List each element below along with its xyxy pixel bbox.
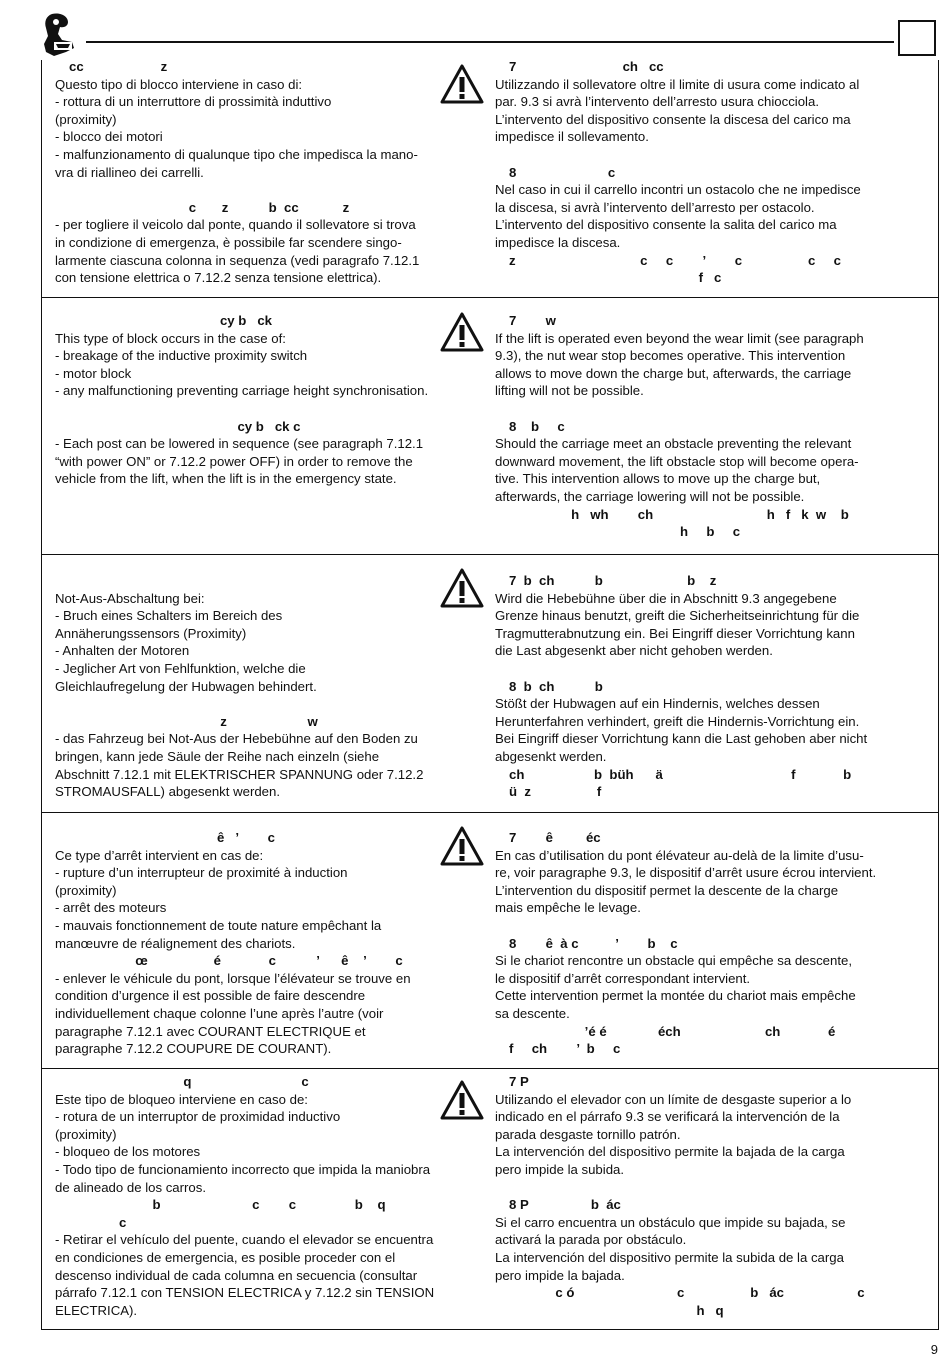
section-heading: 8 b ch b xyxy=(509,678,603,694)
text-line: de alineado de los carros. xyxy=(55,1179,207,1195)
text-line: individuellement chaque colonne l’une après l’autre (voir xyxy=(55,1005,384,1021)
header-box xyxy=(898,20,936,56)
blank-line xyxy=(55,572,483,590)
text-line: downward movement, the lift obstacle stop will become opera- xyxy=(495,453,859,469)
text-line: Herunterfahren verhindert, greift die Hindernis-Vorrichtung ein. xyxy=(495,713,860,729)
text-line: con tensione elettrica o 7.12.2 senza tensione elettrica). xyxy=(55,270,382,286)
text-line: impedisce la discesa. xyxy=(495,234,621,250)
text-line: descenso individual de cada columna en secuencia (consultar xyxy=(55,1267,418,1283)
text-line: larmente ciascuna colonna in sequenza (vedi paragrafo 7.12.1 xyxy=(55,252,420,268)
section-italian-right xyxy=(495,58,925,287)
text-line: (proximity) xyxy=(55,882,117,898)
section-heading: 7 P xyxy=(509,1074,529,1089)
text-line: re, voir paragraphe 9.3, le dispositif d’arrêt usure écrou intervient. xyxy=(495,865,877,881)
section-heading: cy b ck xyxy=(219,313,273,328)
text-line: Abschnitt 7.12.1 mit ELEKTRISCHER SPANNUNG oder 7.12.2 xyxy=(55,766,424,782)
section-heading: 8 ê à c ’ b c xyxy=(509,935,678,951)
text-line: Cette intervention permet la montée du chariot mais empêche xyxy=(495,988,856,1004)
section-heading: f c xyxy=(698,270,722,286)
text-line: Tragmutterabnutzung ein. Bei Eingriff dieser Vorrichtung kann xyxy=(495,625,855,641)
blank-line xyxy=(55,695,483,713)
text-line: - Todo tipo de funcionamiento incorrecto que impida la maniobra xyxy=(55,1161,431,1177)
text-line: paragraphe 7.12.1 avec COURANT ELECTRIQUE et xyxy=(55,1023,366,1039)
text-line: - Jeglicher Art von Fehlfunktion, welche die xyxy=(55,660,306,676)
text-line: Bei Eingriff dieser Vorrichtung kann die Last gehoben aber nicht xyxy=(495,731,868,747)
blank-line xyxy=(495,146,925,164)
text-line: - malfunzionamento di qualunque tipo che impedisca la mano- xyxy=(55,146,418,162)
text-line: - per togliere il veicolo dal ponte, quando il sollevatore si trova xyxy=(55,217,416,233)
section-heading: 7 b ch b b z xyxy=(509,573,717,588)
text-line: manœuvre de réalignement des chariots. xyxy=(55,935,296,951)
text-line: - das Fahrzeug bei Not-Aus der Hebebühne auf den Boden zu xyxy=(55,731,418,747)
section-heading: q c xyxy=(183,1074,309,1089)
text-line: 9.3), the nut wear stop becomes operative. This intervention xyxy=(495,348,846,364)
text-line: pero impide la bajada. xyxy=(495,1267,625,1283)
text-line: Wird die Hebebühne über die in Abschnitt 9.3 angegebene xyxy=(495,590,837,606)
section-heading: 7 w xyxy=(509,313,556,328)
text-line: bringen, kann jede Säule der Reihe nach einzeln (siehe xyxy=(55,748,380,764)
text-line: (proximity) xyxy=(55,1126,117,1142)
section-heading: c xyxy=(119,1214,127,1230)
text-line: - Each post can be lowered in sequence (see paragraph 7.12.1 xyxy=(55,436,424,452)
text-line: - any malfunctioning preventing carriage height synchronisation. xyxy=(55,383,429,399)
section-spanish-left xyxy=(55,1073,483,1319)
section-divider xyxy=(41,554,939,555)
text-line: indicado en el párrafo 9.3 se verificará la intervención de la xyxy=(495,1109,840,1125)
text-line: - Bruch eines Schalters im Bereich des xyxy=(55,608,283,624)
text-line: STROMAUSFALL) abgesenkt werden. xyxy=(55,784,281,800)
section-heading: 7 ch cc xyxy=(509,59,664,74)
text-line: If the lift is operated even beyond the wear limit (see paragraph xyxy=(495,330,864,346)
section-heading: c z b cc z xyxy=(188,199,350,215)
text-line: Si le chariot rencontre un obstacle qui empêche sa descente, xyxy=(495,953,853,969)
manufacturer-logo-icon xyxy=(38,12,78,58)
text-line: Annäherungssensors (Proximity) xyxy=(55,625,247,641)
section-english-right xyxy=(495,312,925,541)
section-heading: z c c ’ c c c xyxy=(509,252,841,268)
text-line: vehicle from the lift, when the lift is in the emergency state. xyxy=(55,471,397,487)
section-french-left xyxy=(55,829,483,1058)
text-line: Utilizando el elevador con un límite de desgaste superior a lo xyxy=(495,1091,852,1107)
text-line: Si el carro encuentra un obstáculo que impide su bajada, se xyxy=(495,1214,846,1230)
section-heading: ê ’ c xyxy=(217,830,275,845)
text-line: L’intervention du dispositif permet la descente de la charge xyxy=(495,882,839,898)
text-line: Questo tipo di blocco interviene in caso di: xyxy=(55,76,303,92)
text-line: L’intervento del dispositivo consente la discesa del carico ma xyxy=(495,111,851,127)
text-line: Gleichlaufregelung der Hubwagen behindert. xyxy=(55,678,317,694)
text-line: le dispositif d’arrêt correspondant intervient. xyxy=(495,970,751,986)
section-heading: h b c xyxy=(679,524,741,540)
text-line: allows to move down the charge but, afterwards, the carriage xyxy=(495,365,852,381)
text-line: Ce type d’arrêt intervient en cas de: xyxy=(55,847,264,863)
section-spanish-right xyxy=(495,1073,925,1319)
section-heading: œ é c ’ ê ’ c xyxy=(135,953,403,969)
text-line: tive. This intervention allows to move up the charge but, xyxy=(495,471,821,487)
text-line: - breakage of the inductive proximity switch xyxy=(55,348,308,364)
blank-line xyxy=(55,400,483,418)
blank-line xyxy=(495,400,925,418)
text-line: lifting will not be possible. xyxy=(495,383,644,399)
text-line: - Retirar el vehículo del puente, cuando el elevador se encuentra xyxy=(55,1232,434,1248)
text-line: afterwards, the carriage lowering will not be possible. xyxy=(495,488,805,504)
text-line: activará la parada por obstáculo. xyxy=(495,1232,687,1248)
text-line: “with power ON” or 7.12.2 power OFF) in order to remove the xyxy=(55,453,413,469)
section-heading: ch b büh ä f b xyxy=(509,766,852,782)
text-line: (proximity) xyxy=(55,111,117,127)
text-line: - bloqueo de los motores xyxy=(55,1144,201,1160)
text-line: in condizione di emergenza, è possibile far scendere singo- xyxy=(55,234,402,250)
header-rule xyxy=(86,41,894,43)
text-line: condition d’urgence il est possible de faire descendre xyxy=(55,988,366,1004)
section-heading: h q xyxy=(696,1302,724,1318)
text-line: La intervención del dispositivo permite la subida de la carga xyxy=(495,1249,844,1265)
text-line: Not-Aus-Abschaltung bei: xyxy=(55,590,205,606)
section-heading: 8 b c xyxy=(509,418,565,434)
blank-line xyxy=(495,917,925,935)
text-line: vra di riallineo dei carrelli. xyxy=(55,164,204,180)
section-heading: f ch ’ b c xyxy=(509,1041,621,1057)
blank-line xyxy=(55,181,483,199)
section-heading: ü z f xyxy=(509,784,602,800)
text-line: la discesa, si avrà l’intervento dell’arresto per ostacolo. xyxy=(495,199,815,215)
text-line: en condiciones de emergencia, es posible proceder con el xyxy=(55,1249,396,1265)
text-line: Nel caso in cui il carrello incontri un ostacolo che ne impedisce xyxy=(495,182,861,198)
section-german-left xyxy=(55,572,483,801)
text-line: - rotura de un interruptor de proximidad inductivo xyxy=(55,1109,341,1125)
section-divider xyxy=(41,1068,939,1069)
text-line: ELECTRICA). xyxy=(55,1302,138,1318)
page-number: 9 xyxy=(930,1342,938,1357)
text-line: parada desgaste tornillo patrón. xyxy=(495,1126,681,1142)
text-line: mais empêche le levage. xyxy=(495,900,641,916)
section-german-right xyxy=(495,572,925,801)
section-heading: 8 P b ác xyxy=(509,1197,621,1213)
text-line: - Anhalten der Motoren xyxy=(55,643,190,659)
blank-line xyxy=(495,1179,925,1197)
section-divider xyxy=(41,297,939,298)
section-italian-left xyxy=(55,58,483,287)
section-heading: 8 c xyxy=(509,164,616,180)
text-line: paragraphe 7.12.2 COUPURE DE COURANT). xyxy=(55,1041,332,1057)
text-line: - rottura di un interruttore di prossimità induttivo xyxy=(55,94,332,110)
section-heading: cy b ck c xyxy=(237,418,301,434)
section-heading: b c c b q xyxy=(152,1197,386,1213)
section-heading: ’é é éch ch é xyxy=(584,1023,836,1039)
section-heading: c ó c b ác c xyxy=(555,1285,865,1301)
text-line: pero impide la subida. xyxy=(495,1161,625,1177)
section-english-left xyxy=(55,312,483,488)
text-line: En cas d’utilisation du pont élévateur au-delà de la limite d’usu- xyxy=(495,847,864,863)
section-french-right xyxy=(495,829,925,1058)
text-line: This type of block occurs in the case of: xyxy=(55,330,286,346)
section-heading: 7 ê éc xyxy=(509,830,601,845)
text-line: abgesenkt werden. xyxy=(495,748,607,764)
section-heading: h wh ch h f k w b xyxy=(571,506,849,522)
text-line: Stößt der Hubwagen auf ein Hindernis, welches dessen xyxy=(495,696,820,712)
text-line: - mauvais fonctionnement de toute nature empêchant la xyxy=(55,917,382,933)
text-line: - enlever le véhicule du pont, lorsque l’élévateur se trouve en xyxy=(55,970,411,986)
text-line: Should the carriage meet an obstacle preventing the relevant xyxy=(495,436,852,452)
text-line: - rupture d’un interrupteur de proximité à induction xyxy=(55,865,348,881)
text-line: Este tipo de bloqueo interviene en caso de: xyxy=(55,1091,308,1107)
text-line: párrafo 7.12.1 con TENSION ELECTRICA y 7.12.2 sin TENSION xyxy=(55,1285,435,1301)
text-line: - motor block xyxy=(55,365,132,381)
section-heading: z w xyxy=(220,713,318,729)
text-line: Grenze hinaus benutzt, greift die Sicherheitseinrichtung für die xyxy=(495,608,860,624)
text-line: Utilizzando il sollevatore oltre il limite di usura come indicato al xyxy=(495,76,860,92)
blank-line xyxy=(495,660,925,678)
text-line: sa descente. xyxy=(495,1005,570,1021)
text-line: - arrêt des moteurs xyxy=(55,900,167,916)
text-line: La intervención del dispositivo permite la bajada de la carga xyxy=(495,1144,845,1160)
text-line: par. 9.3 si avrà l’intervento dell’arresto usura chiocciola. xyxy=(495,94,819,110)
text-line: L’intervento del dispositivo consente la salita del carico ma xyxy=(495,217,837,233)
text-line: - blocco dei motori xyxy=(55,129,163,145)
text-line: die Last abgesenkt aber nicht gehoben werden. xyxy=(495,643,773,659)
text-line: impedisce il sollevamento. xyxy=(495,129,649,145)
section-heading: cc z xyxy=(69,59,168,74)
section-divider xyxy=(41,812,939,813)
